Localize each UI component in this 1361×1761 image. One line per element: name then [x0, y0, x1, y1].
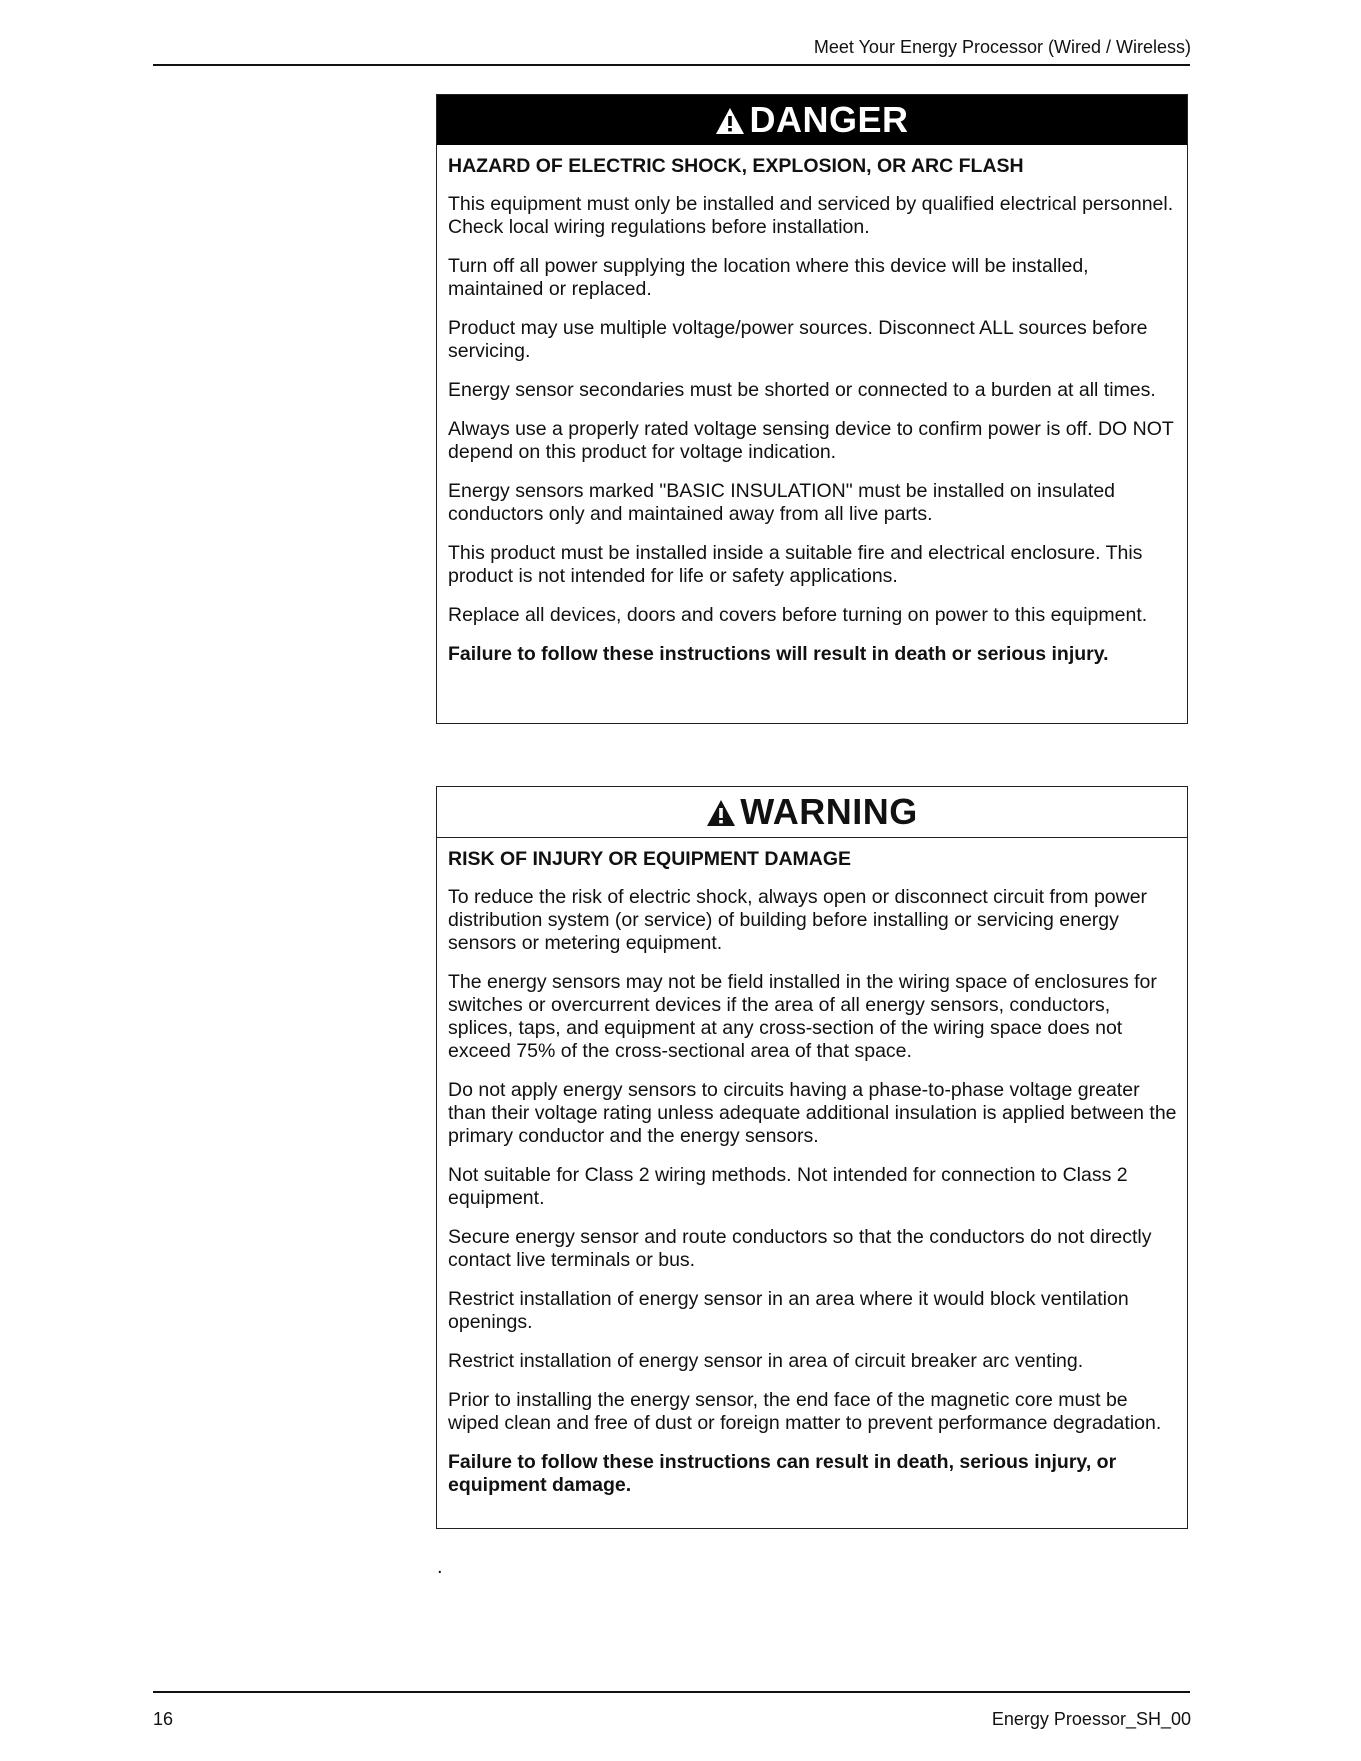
- warning-body: [437, 838, 1187, 1497]
- danger-body: [437, 145, 1187, 666]
- document-name: Energy Proessor_SH_00: [991, 1709, 1191, 1729]
- warning-consequence: Failure to follow these instructions can result in death, serious injury, or equipment damage.: [448, 1451, 1117, 1496]
- warning-banner-label: WARNING: [740, 791, 918, 832]
- danger-paragraph: Always use a properly rated voltage sensing device to confirm power is off. DO NOT depend on this product for voltage indication.: [448, 418, 1174, 463]
- warning-paragraph: The energy sensors may not be field installed in the wiring space of enclosures for switches or overcurrent devices if the area of all energy sensors, conductors, splices, taps, and equipment at any cross-section of the wiring space does not exceed 75% of the cross-sectional area of that space.: [448, 971, 1157, 1062]
- danger-banner: [437, 95, 1187, 145]
- warning-safety-box: [436, 786, 1188, 1529]
- warning-paragraph: Restrict installation of energy sensor in area of circuit breaker arc venting.: [448, 1350, 1084, 1372]
- header-rule: [153, 64, 1190, 66]
- warning-hazard-title: RISK OF INJURY OR EQUIPMENT DAMAGE: [448, 848, 852, 870]
- danger-paragraph: This product must be installed inside a suitable fire and electrical enclosure. This product is not intended for life or safety applications.: [448, 542, 1143, 587]
- danger-paragraph: Turn off all power supplying the location where this device will be installed, maintained or replaced.: [448, 255, 1089, 300]
- warning-paragraph: To reduce the risk of electric shock, always open or disconnect circuit from power distribution system (or service) of building before installing or servicing energy sensors or metering equipment.: [448, 886, 1148, 954]
- warning-triangle-icon: [715, 107, 745, 135]
- danger-paragraph: Energy sensor secondaries must be shorted or connected to a burden at all times.: [448, 379, 1156, 401]
- warning-paragraph: Not suitable for Class 2 wiring methods. Not intended for connection to Class 2 equipment.: [448, 1164, 1128, 1209]
- danger-paragraph: Energy sensors marked "BASIC INSULATION" must be installed on insulated conductors only and maintained away from all live parts.: [448, 480, 1116, 525]
- footer-rule: [153, 1691, 1190, 1693]
- warning-paragraph: Do not apply energy sensors to circuits having a phase-to-phase voltage greater than their voltage rating unless adequate additional insulation is applied between the primary conductor and the energy sensors.: [448, 1079, 1177, 1147]
- danger-consequence: Failure to follow these instructions will result in death or serious injury.: [448, 643, 1109, 665]
- warning-banner: [437, 787, 1187, 838]
- warning-triangle-icon: [706, 799, 736, 827]
- page-header-title: Meet Your Energy Processor (Wired / Wireless): [813, 37, 1191, 57]
- warning-paragraph: Secure energy sensor and route conductors so that the conductors do not directly contact live terminals or bus.: [448, 1226, 1152, 1271]
- danger-safety-box: [436, 94, 1188, 724]
- stray-period: .: [437, 1556, 443, 1578]
- danger-paragraph: Replace all devices, doors and covers before turning on power to this equipment.: [448, 604, 1148, 626]
- danger-paragraph: This equipment must only be installed and serviced by qualified electrical personnel. Check local wiring regulations before installation.: [448, 193, 1174, 238]
- danger-hazard-title: HAZARD OF ELECTRIC SHOCK, EXPLOSION, OR ARC FLASH: [448, 155, 1024, 177]
- page-number: 16: [153, 1709, 174, 1729]
- warning-paragraph: Prior to installing the energy sensor, the end face of the magnetic core must be wiped clean and free of dust or foreign matter to prevent performance degradation.: [448, 1389, 1162, 1434]
- danger-banner-label: DANGER: [749, 99, 909, 140]
- warning-paragraph: Restrict installation of energy sensor in an area where it would block ventilation openings.: [448, 1288, 1129, 1333]
- danger-paragraph: Product may use multiple voltage/power sources. Disconnect ALL sources before servicing.: [448, 317, 1148, 362]
